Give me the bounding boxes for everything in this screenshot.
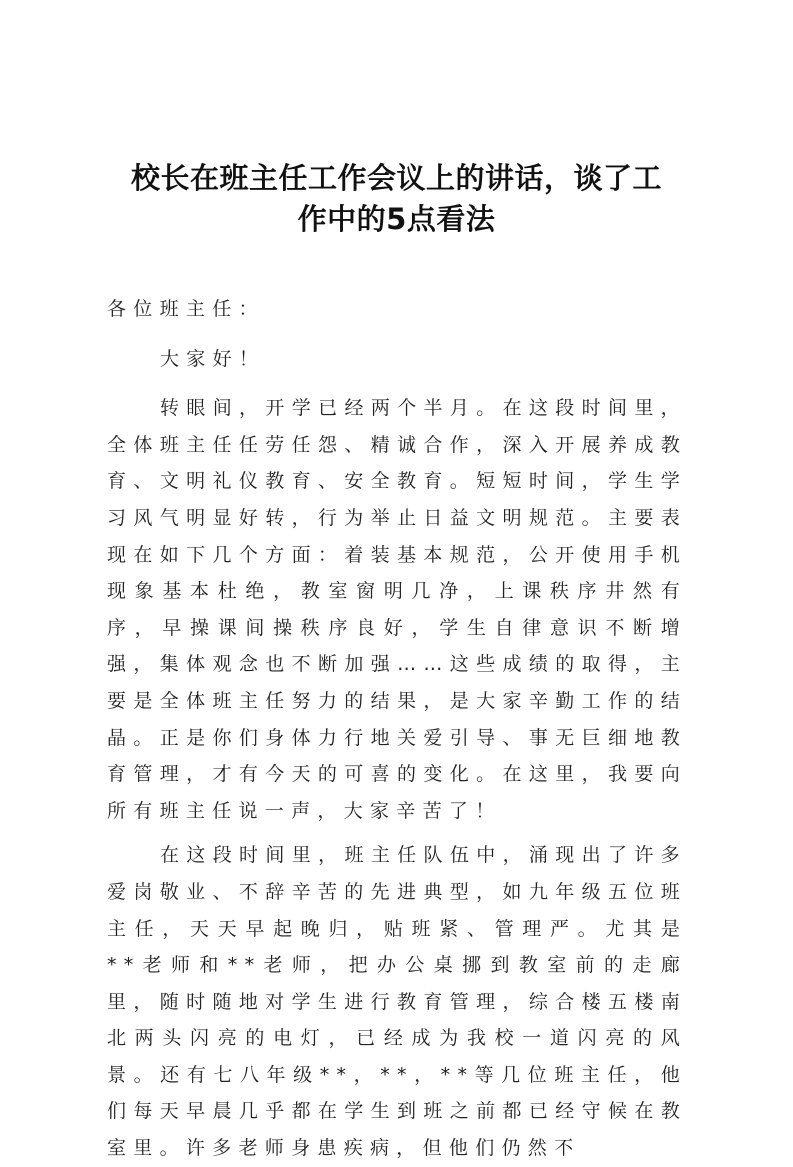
salutation: 各位班主任：	[107, 298, 265, 320]
paragraph: 转眼间，开学已经两个半月。在这段时间里，全体班主任任劳任怨、精诚合作，深入开展养成教育、文明礼仪教育、安全教育。短短时间，学生学习风气明显好转，行为举止日益文明规范。主要表现在如下几个方面：着装基本规范，公开使用手机现象基本杜绝，教室窗明几净，上课秩序井然有序，早操课间操秩序良好，学生自律意识不断增强，集体观念也不断加强……这些成绩的取得，主要是全体班主任努力的结果，是大家辛勤工作的结晶。正是你们身体力行地关爱引导、事无巨细地教育管理，才有今天的可喜的变化。在这里，我要向所有班主任说一声，大家辛苦了！	[107, 397, 687, 822]
paragraph: 在这段时间里，班主任队伍中，涌现出了许多爱岗敬业、不辞辛苦的先进典型，如九年级五位班主任，天天早起晚归，贴班紧、管理严。尤其是**老师和**老师，把办公桌挪到教室前的走廊里，随时随地对学生进行教育管理，综合楼五楼南北两头闪亮的电灯，已经成为我校一道闪亮的风景。还有七八年级**，**，**等几位班主任，他们每天早晨几乎都在学生到班之前都已经守候在教室里。许多老师身患疾病，但他们仍然不	[107, 844, 687, 1160]
greeting: 大家好！	[160, 347, 266, 370]
document-body	[107, 291, 687, 1167]
title-line-2: 作中的5点看法	[297, 202, 496, 236]
document-title	[90, 158, 703, 240]
title-line-1: 校长在班主任工作会议上的讲话，谈了工	[130, 161, 662, 195]
